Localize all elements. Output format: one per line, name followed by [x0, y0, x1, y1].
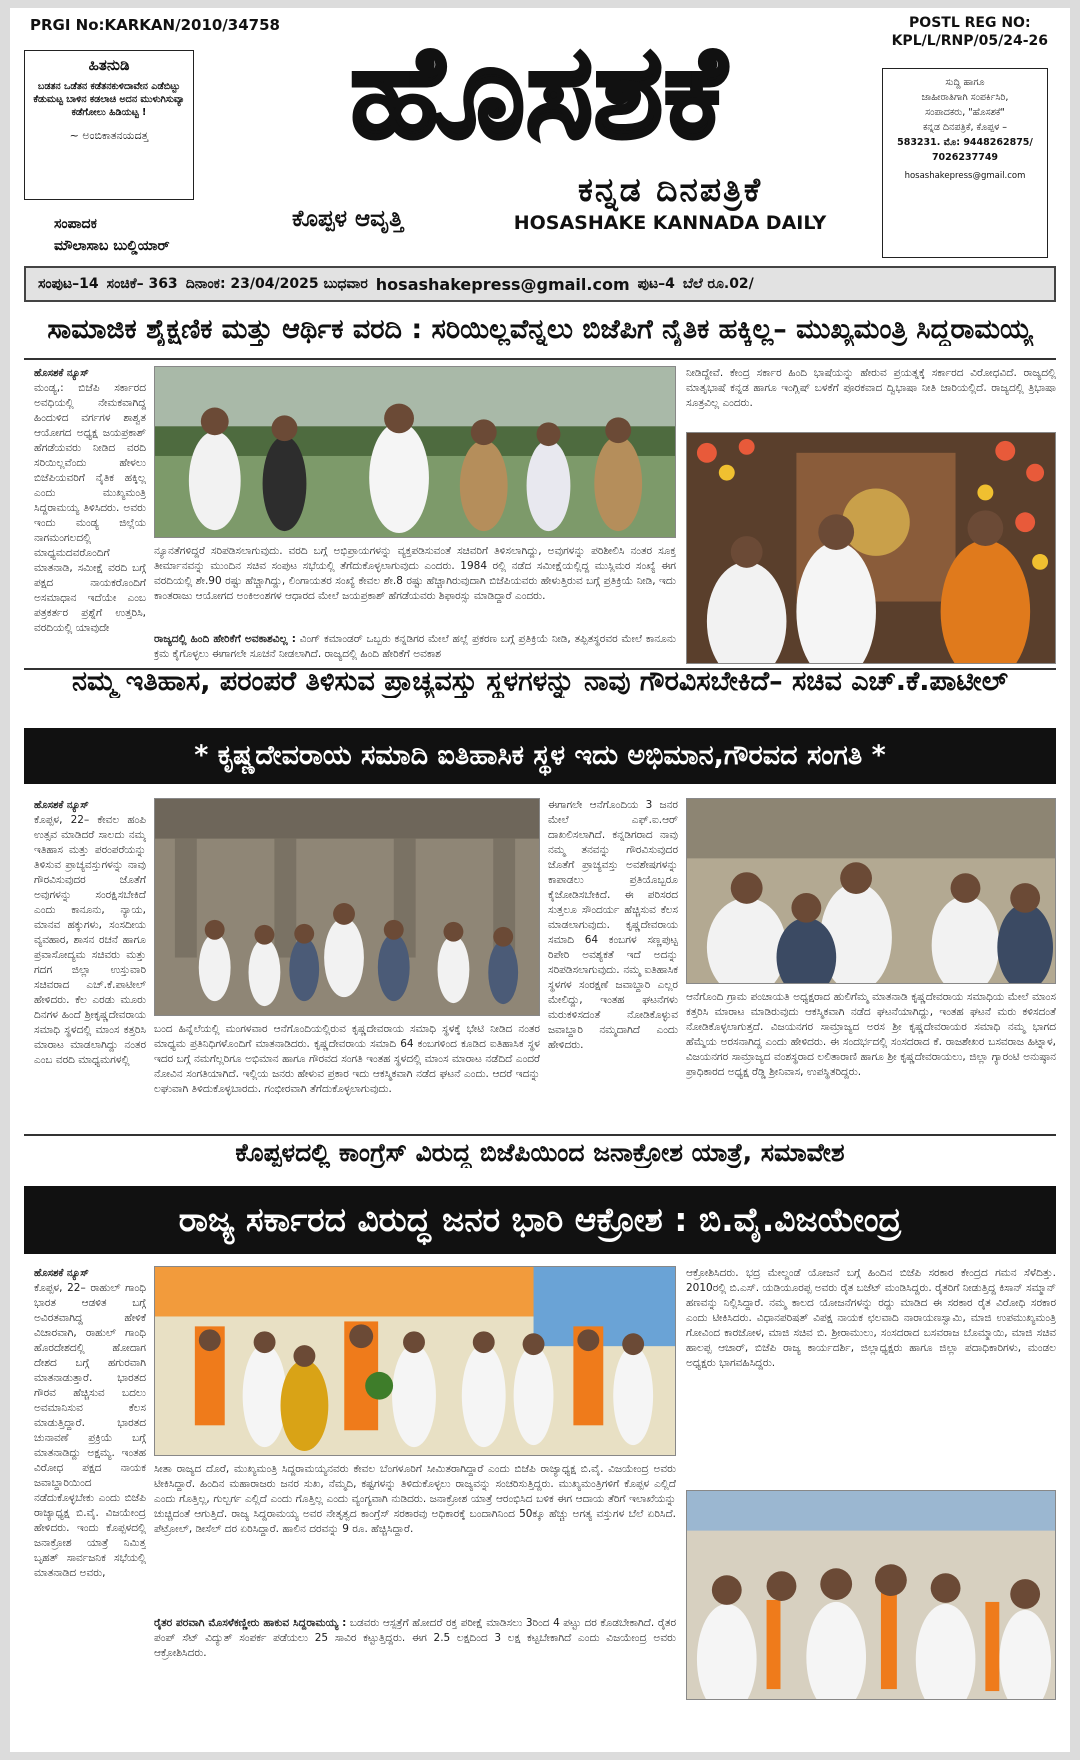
story2-photo-minister [686, 798, 1056, 984]
story1-photo-cm-arrival [154, 366, 676, 538]
prgi-number: PRGI No:KARKAN/2010/34758 [30, 16, 280, 34]
story1-byline: ಹೊಸಶಕೆ ನ್ಯೂಸ್ [34, 368, 89, 379]
story2-text-right: ಆನೆಗೊಂದಿ ಗ್ರಾಮ ಪಂಚಾಯತಿ ಅಧ್ಯಕ್ಷರಾದ ಹುಲಿಗೆಮ್ಮ ಮಾತನಾಡಿ ಕೃಷ್ಣದೇವರಾಯ ಸಮಾಧಿಯ ಮೇಲೆ ಮಾಂಸ ಕತ್ತರಿಸಿ ಮಾರಾಟ ಮಾಡಿರುವುದು ಆಕಸ್ಮಿಕವಾಗಿ ನಡೆದ ಘಟನೆಯಾಗಿದ್ದು, ಇಂತಹ ಘಟನೆ ಮರು ಕಳಿಸದಂತೆ ನೋಡಿಕೊಳ್ಳಲಾಗುತ್ತದೆ. ವಿಜಯನಗರ ಸಾಮ್ರಾಜ್ಯದ ಅರಸ ಶ್ರೀ ಕೃಷ್ಣದೇವರಾಯರ ಸಮಾಧಿ ನಮ್ಮ ಭಾಗದ ಹೆಮ್ಮೆಯ ಅರಸನಾಗಿದ್ದ ಎಂದು ಹೇಳಿದರು. ಈ ಸಂದರ್ಭದಲ್ಲಿ ಸಂಸದರಾದ ಕೆ. ರಾಜಶೇಖರ ಬಸವರಾಜ ಹಿಟ್ನಾಳ, ವಿಜಯನಗರ ಸಾಮ್ರಾಜ್ಯದ ವಂಶಸ್ಥರಾದ ಲಲಿತಾರಾಣಿ ಹಾಗೂ ಶ್ರೀ ಕೃಷ್ಣದೇವರಾಯಲು, ಜಿಲ್ಲಾ ಗ್ಯಾರಂಟಿ ಅನುಷ್ಠಾನ ಪ್ರಾಧಿಕಾರದ ಅಧ್ಯಕ್ಷ ರೆಡ್ಡಿ ಶ್ರೀನಿವಾಸ, ಉಪಸ್ಥಿತರಿದ್ದರು. [686, 991, 1056, 1078]
editor-label: ಸಂಪಾದಕ [54, 216, 97, 232]
newspaper-page [10, 8, 1070, 1752]
divider [24, 358, 1056, 360]
story1-photo-temple [686, 432, 1056, 664]
daily-english: HOSASHAKE KANNADA DAILY [513, 212, 827, 234]
daily-title [480, 170, 860, 234]
contact-phone: 583231. ಮೊ: 9448262875/ [897, 137, 1033, 148]
volume: ಸಂಪುಟ–14 [38, 276, 99, 292]
story3-text-1: ಕೊಪ್ಪಳ, 22– ರಾಹುಲ್ ಗಾಂಧಿ ಭಾರತ ಆಡಳಿತ ಬಗ್ಗೆ ಅವಿರತವಾಗಿದ್ದ ಹೇಳಿಕೆ ವಿಚಾರವಾಗಿ, ರಾಹುಲ್ ಗಾಂಧಿ ಹೊರದೇಶದಲ್ಲಿ ಹೋದಾಗ ದೇಶದ ಬಗ್ಗೆ ಹಗುರವಾಗಿ ಮಾತನಾಡುತ್ತಾರೆ. ಭಾರತದ ಗೌರವ ಹೆಚ್ಚಿಸುವ ಬದಲು ಅವಮಾನಿಸುವ ಕೆಲಸ ಮಾಡುತ್ತಿದ್ದಾರೆ. ಭಾರತದ ಚುನಾವಣೆ ಪ್ರಕ್ರಿಯೆ ಬಗ್ಗೆ ಮಾತನಾಡಿದ್ದು ಅಕ್ಷಮ್ಯ. ಇಂತಹ ವಿರೋಧ ಪಕ್ಷದ ನಾಯಕ ಜವಾಬ್ದಾರಿಯಿಂದ ನಡೆದುಕೊಳ್ಳಬೇಕು ಎಂದು ಬಿಜೆಪಿ ರಾಜ್ಯಾಧ್ಯಕ್ಷ ಬಿ.ವೈ. ವಿಜಯೇಂದ್ರ ಹೇಳಿದರು. ಇಂದು ಕೊಪ್ಪಳದಲ್ಲಿ ಜನಾಕ್ರೋಶ ಯಾತ್ರೆ ನಿಮಿತ್ತ ಬೃಹತ್ ಸಾರ್ವಜನಿಕ ಸಭೆಯಲ್ಲಿ ಮಾತನಾಡಿದ ಅವರು, [34, 1282, 146, 1579]
editor-name: ಮೌಲಾಸಾಬ ಬುಲ್ಡಿಯಾರ್ [54, 238, 170, 254]
story2-text-under-photo: ಬಂದ ಹಿನ್ನೆಲೆಯಲ್ಲಿ ಮಂಗಳವಾರ ಆನೆಗೊಂದಿಯಲ್ಲಿರುವ ಕೃಷ್ಣದೇವರಾಯ ಸಮಾಧಿ ಸ್ಥಳಕ್ಕೆ ಭೇಟಿ ನೀಡಿದ ನಂತರ ಮಾಧ್ಯಮ ಪ್ರತಿನಿಧಿಗಳೊಂದಿಗೆ ಮಾತನಾಡಿದರು. ಕೃಷ್ಣದೇವರಾಯ ಸಮಾದಿ 64 ಕಂಬಗಳಿಂದ ಕೂಡಿದ ಐತಿಹಾಸಿಕ ಸ್ಥಳ ಇದರ ಬಗ್ಗೆ ನಮಗೆಲ್ಲರಿಗೂ ಅಭಿಮಾನ ಹಾಗೂ ಗೌರವದ ಸಂಗತಿ ಇಂತಹ ಸ್ಥಳದಲ್ಲಿ ಮಾಂಸ ಮಾರಾಟ ನಡೆದಿದೆ ಎಂದರೆ ನೋವಿನ ಸಂಗತಿಯಾಗಿದೆ. ಇಲ್ಲಿಯ ಜನರು ಹೇಳುವ ಪ್ರಕಾರ ಇದು ಆಕಸ್ಮಿಕವಾಗಿ ನಡೆದ ಘಟನೆ ಎಂದು. ಆದರೆ ಇದನ್ನು ಲಘುವಾಗಿ ತಿಳಿದುಕೊಳ್ಳಬಾರದು. ಗಂಭೀರವಾಗಿ ತೆಗೆದುಕೊಳ್ಳಲಾಗುವುದು. [154, 1023, 540, 1095]
story3-right-text: ಆಕ್ರೋಶಿಸಿದರು. ಭದ್ರ ಮೇಲ್ದಂಡೆ ಯೋಜನೆ ಬಗ್ಗೆ ಹಿಂದಿನ ಬಿಜೆಪಿ ಸರಕಾರ ಕೇಂದ್ರದ ಗಮನ ಸೆಳೆದಿತ್ತು. 2010ರಲ್ಲಿ ಬಿ.ಎಸ್. ಯಡಿಯೂರಪ್ಪ ಅವರು ರೈತ ಬಜೆಟ್ ಮಂಡಿಸಿದ್ದರು. ರೈತರಿಗೆ ನೀಡುತ್ತಿದ್ದ ಕಿಸಾನ್ ಸಮ್ಮಾನ್ ಹಣವನ್ನು ನಿಲ್ಲಿಸಿದ್ದಾರೆ. ನಮ್ಮ ಕಾಲದ ಯೋಜನೆಗಳನ್ನು ರದ್ದು ಮಾಡಿದ ಈ ಸರಕಾರ ರೈತ ವಿರೋಧಿ ಸರಕಾರ ಎಂದು ಟೀಕಿಸಿದರು. ವಿಧಾನಪರಿಷತ್ ವಿಪಕ್ಷ ನಾಯಕ ಛಲವಾದಿ ನಾರಾಯಣಸ್ವಾಮಿ, ಮಾಜಿ ಉಪಮುಖ್ಯಮಂತ್ರಿ ಗೋವಿಂದ ಕಾರಜೋಳ, ಮಾಜಿ ಸಚಿವ ಬಿ. ಶ್ರೀರಾಮುಲು, ಸಂಸದರಾದ ಬಸವರಾಜ ಬೊಮ್ಮಾಯಿ, ಮಾಜಿ ಸಚಿವ ಹಾಲಪ್ಪ ಆಚಾರ್, ಬಿಜೆಪಿ ರಾಜ್ಯ ಕಾರ್ಯದರ್ಶಿ, ಜಿಲ್ಲಾಧ್ಯಕ್ಷರು ಹಾಗೂ ಜಿಲ್ಲಾ ಪದಾಧಿಕಾರಿಗಳು, ಮಂಡಲ ಅಧ್ಯಕ್ಷರು ಭಾಗವಹಿಸಿದ್ದರು. [686, 1267, 1056, 1369]
story1-headline: ಸಾಮಾಜಿಕ ಶೈಕ್ಷಣಿಕ ಮತ್ತು ಆರ್ಥಿಕ ವರದಿ : ಸರಿಯಿಲ್ಲವೆನ್ನಲು ಬಿಜೆಪಿಗೆ ನೈತಿಕ ಹಕ್ಕಿಲ್ಲ– ಮುಖ್ಯಮಂತ್ರಿ ಸಿದ್ದರಾಮಯ್ಯ [47, 314, 1033, 345]
story3-headline: ಕೊಪ್ಪಳದಲ್ಲಿ ಕಾಂಗ್ರೆಸ್ ವಿರುದ್ಧ ಬಿಜೆಪಿಯಿಂದ ಜನಾಕ್ರೋಶ ಯಾತ್ರೆ, ಸಮಾವೇಶ [235, 1138, 845, 1167]
story1-subsection [154, 632, 676, 662]
contact-box [882, 68, 1048, 258]
story2-subheadline: * ಕೃಷ್ಣದೇವರಾಯ ಸಮಾದಿ ಐತಿಹಾಸಿಕ ಸ್ಥಳ ಇದು ಅಭಿಮಾನ,ಗೌರವದ ಸಂಗತಿ * [24, 728, 1056, 784]
story1-text-1: ಮಂಡ್ಯ,: ಬಿಜೆಪಿ ಸರ್ಕಾರದ ಅವಧಿಯಲ್ಲಿ ನೇಮಕವಾಗಿದ್ದ ಹಿಂದುಳಿದ ವರ್ಗಗಳ ಶಾಶ್ವತ ಆಯೋಗದ ಅಧ್ಯಕ್ಷ ಜಯಪ್ರಕಾಶ್ ಹೆಗಡೆಯವರು ನೀಡಿದ ವರದಿ ಸರಿಯಿಲ್ಲವೆಂದು ಹೇಳಲು ಬಿಜೆಪಿಯವರಿಗೆ ನೈತಿಕ ಹಕ್ಕಿಲ್ಲ ಎಂದು ಮುಖ್ಯಮಂತ್ರಿ ಸಿದ್ದರಾಮಯ್ಯ ತಿಳಿಸಿದರು. ಅವರು ಇಂದು ಮಂಡ್ಯ ಜಿಲ್ಲೆಯ ನಾಗಮಂಗಲದಲ್ಲಿ ಮಾಧ್ಯಮದವರೊಂದಿಗೆ ಮಾತನಾಡಿ, ಸಮೀಕ್ಷೆ ವರದಿ ಬಗ್ಗೆ ಪಕ್ಷದ ನಾಯಕರೊಂದಿಗೆ ಅಸಮಾಧಾನ ಇದೆಯೇ ಎಂಬ ಪತ್ರಕರ್ತರ ಪ್ರಶ್ನೆಗೆ ಉತ್ತರಿಸಿ, ವರದಿಯಲ್ಲಿ ಯಾವುದೇ [34, 382, 146, 634]
story3-photo-rally-stage [154, 1266, 676, 1456]
hitanudi-title: ಹಿತನುಡಿ [88, 56, 130, 74]
contact-line: ಕನ್ನಡ ದಿನಪತ್ರಿಕೆ, ಕೊಪ್ಪಳ – [922, 122, 1007, 133]
story1-subhead: ರಾಜ್ಯದಲ್ಲಿ ಹಿಂದಿ ಹೇರಿಕೆಗೆ ಅವಕಾಶವಿಲ್ಲ : [154, 633, 296, 645]
story2-byline: ಹೊಸಶಕೆ ನ್ಯೂಸ್ [34, 800, 89, 811]
story3-subhead: ರೈತರ ಪರವಾಗಿ ಮೊಸಳೆಕಣ್ಣೀರು ಹಾಕುವ ಸಿದ್ದರಾಮಯ್ಯ : [154, 1617, 347, 1629]
story3-photo-leaders [686, 1490, 1056, 1700]
hitanudi-box [24, 50, 194, 200]
story1-text-under-photo: ನ್ಯೂನತೆಗಳಿದ್ದರೆ ಸರಿಪಡಿಸಲಾಗುವುದು. ವರದಿ ಬಗ್ಗೆ ಅಭಿಪ್ರಾಯಗಳನ್ನು ವ್ಯಕ್ತಪಡಿಸುವಂತೆ ಸಚಿವರಿಗೆ ತಿಳಿಸಲಾಗಿದ್ದು, ಅವುಗಳನ್ನು ಪರಿಶೀಲಿಸಿ ನಂತರ ಸೂಕ್ತ ತೀರ್ಮಾನವನ್ನು ಮುಂದಿನ ಸಚಿವ ಸಂಪುಟ ಸಭೆಯಲ್ಲಿ ತೆಗೆದುಕೊಳ್ಳಲಾಗುವುದು ಎಂದರು. 1984 ರಲ್ಲಿ ನಡೆದ ಸಮೀಕ್ಷೆಯಲ್ಲಿದ್ದ ಮುಸ್ಲಿಮರ ಸಂಖ್ಯೆ ಈಗ ವರದಿಯಲ್ಲಿ ಶೇ.90 ರಷ್ಟು ಹೆಚ್ಚಾಗಿದ್ದು, ಲಿಂಗಾಯತರ ಸಂಖ್ಯೆ ಕೇವಲ ಶೇ.8 ರಷ್ಟು ಹೆಚ್ಚಾಗಿರುವುದಾಗಿ ಬಿಜೆಪಿಯವರು ಹೇಳುತ್ತಿರುವ ಬಗ್ಗೆ ಪ್ರತಿಕ್ರಿಯೆ ನೀಡಿ, ಇದು ಕಾಂತರಾಜು ಆಯೋಗದ ಅಂಕಿಅಂಶಗಳ ಆಧಾರದ ಮೇಲೆ ಜಯಪ್ರಕಾಶ್ ಹೆಗಡೆಯವರು ಶಿಫಾರಸ್ಸು ಮಾಡಿದ್ದಾರೆ ಎಂದರು. [154, 545, 676, 602]
story2-column-3: ಈಗಾಗಲೇ ಆನೆಗೊಂದಿಯ 3 ಜನರ ಮೇಲೆ ಎಫ್.ಐ.ಆರ್ ದಾಖಲಿಸಲಾಗಿದೆ. ಕನ್ನಡಿಗರಾದ ನಾವು ನಮ್ಮ ತನವನ್ನು ಗೌರವಿಸುವುದರ ಜೊತೆಗೆ ಪ್ರಾಚ್ಯವಸ್ತು ಅವಶೇಷಗಳನ್ನು ಕಾಪಾಡಲು ಪ್ರತಿಯೊಬ್ಬರೂ ಕೈಜೋಡಿಸಬೇಕಿದೆ. ಈ ಪರಿಸರದ ಸುತ್ತಲೂ ಸೌಂದರ್ಯ ಹೆಚ್ಚಿಸುವ ಕೆಲಸ ಮಾಡಲಾಗುವುದು. ಕೃಷ್ಣದೇವರಾಯ ಸಮಾದಿ 64 ಕಂಬಗಳ ಸಣ್ಣಪುಟ್ಟ ರಿಪೇರಿ ಅವಶ್ಯಕತೆ ಇದೆ ಅದನ್ನು ಸರಿಪಡಿಸಲಾಗುವುದು. ನಮ್ಮ ಐತಿಹಾಸಿಕ ಸ್ಥಳಗಳ ಸಂರಕ್ಷಣೆ ಜವಾಬ್ದಾರಿ ಎಲ್ಲರ ಮೇಲಿದ್ದು, ಇಂತಹ ಘಟನೆಗಳು ಮರುಕಳಿಸದಂತೆ ನೋಡಿಕೊಳ್ಳುವ ಜವಾಬ್ದಾರಿ ನಮ್ಮದಾಗಿದೆ ಎಂದು ಹೇಳಿದರು. [548, 799, 678, 1051]
price: ಬೆಲೆ ರೂ.02/ [682, 276, 754, 292]
story2-photo-samadhi [154, 798, 540, 1016]
logo-text: ಹೊಸಶಕೆ [349, 18, 727, 156]
issue: ಸಂಚಿಕೆ– 363 [106, 276, 178, 292]
hitanudi-quote: ಬಡತನ ಒಡೆತನ ಕಡೆತನಕುಳಿದಾವೇನ ಎಡೆಬಿಟ್ಟು ಕೆಡುಮಟ್ಟ ಬಾಳಿನ ಕಡಲಾಚಿ ಅದನ ಮುಳುಗಿಸುವ್ಯಾ ಕಡೆಗೋಲು ಹಿಡಿಯಟ್ಟ ! [33, 81, 185, 118]
contact-line: ಜಾಹೀರಾತಿಗಾಗಿ ಸಂಪರ್ಕಿಸಿರಿ, [921, 92, 1009, 103]
editor-block [54, 213, 170, 257]
page-count: ಪುಟ–4 [637, 276, 675, 292]
story2-column-1 [34, 798, 146, 1128]
postal-reg-label: POSTL REG NO: [909, 15, 1031, 31]
edition-label: ಕೊಪ್ಪಳ ಆವೃತ್ತಿ [292, 206, 404, 232]
story1-subtext: ವಿಂಗ್ ಕಮಾಂಡರ್ ಒಬ್ಬರು ಕನ್ನಡಿಗರ ಮೇಲೆ ಹಲ್ಲೆ ಪ್ರಕರಣ ಬಗ್ಗೆ ಪ್ರತಿಕ್ರಿಯೆ ನೀಡಿ, ತಪ್ಪಿತಸ್ಥರವರ ಮೇಲೆ ಕಾನೂನು ಕ್ರಮ ಕೈಗೊಳ್ಳಲು ಈಗಾಗಲೇ ಸೂಚನೆ ನೀಡಲಾಗಿದೆ. ರಾಜ್ಯದಲ್ಲಿ ಹಿಂದಿ ಹೇರಿಕೆಗೆ ಅವಕಾಶ [154, 633, 676, 660]
story3-byline: ಹೊಸಶಕೆ ನ್ಯೂಸ್ [34, 1268, 89, 1279]
story3-subheadline: ರಾಜ್ಯ ಸರ್ಕಾರದ ವಿರುದ್ಧ ಜನರ ಭಾರಿ ಆಕ್ರೋಶ : ಬಿ.ವೈ.ವಿಜಯೇಂದ್ರ [24, 1186, 1056, 1254]
postal-reg [892, 14, 1048, 50]
contact-line: ಸಂಪಾದಕರು, "ಹೊಸಶಕೆ" [925, 107, 1005, 118]
story3-text-under-photo: ಸೀತಾ ರಾಜ್ಯದ ದೊರೆ, ಮುಖ್ಯಮಂತ್ರಿ ಸಿದ್ದರಾಮಯ್ಯನವರು ಕೇವಲ ಬೆಂಗಳೂರಿಗೆ ಸೀಮಿತರಾಗಿದ್ದಾರೆ ಎಂದು ಬಿಜೆಪಿ ರಾಜ್ಯಾಧ್ಯಕ್ಷ ಬಿ.ವೈ. ವಿಜಯೇಂದ್ರ ಅವರು ಟೀಕಿಸಿದ್ದಾರೆ. ಹಿಂದಿನ ಮಹಾರಾಜರು ಜನರ ಸುಖ, ನೆಮ್ಮದಿ, ಕಷ್ಟಗಳನ್ನು ತಿಳಿದುಕೊಳ್ಳಲು ರಾಜ್ಯವನ್ನು ಸಂಚರಿಸುತ್ತಿದ್ದರು. ಮುಖ್ಯಮಂತ್ರಿಗಳಿಗೆ ಕೊಪ್ಪಳ ಎಲ್ಲಿದೆ ಎಂದು ಗೊತ್ತಿಲ್ಲ, ಗುಲ್ಬರ್ಗ ಎಲ್ಲಿದೆ ಎಂದು ಗೊತ್ತಿಲ್ಲ ಎಂದು ವ್ಯಂಗ್ಯವಾಗಿ ನುಡಿದರು. ಜನಾಕ್ರೋಶ ಯಾತ್ರೆ ಆರಂಭಿಸಿದ ಬಳಿಕ ಈಗ ಆದಾಯ ತೆರಿಗೆ ಇಲಾಖೆಯನ್ನು ಚುಚ್ಚಿದಂತೆ ಆಗುತ್ತಿದೆ. ರಾಜ್ಯ ಸಿದ್ದರಾಮಯ್ಯ ಅವರ ನೇತೃತ್ವದ ಕಾಂಗ್ರೆಸ್ ಸರಕಾರವು ಅಧಿಕಾರಕ್ಕೆ ಬಂದಾಗಿನಿಂದ 50ಕ್ಕೂ ಹೆಚ್ಚು ಅಗತ್ಯ ವಸ್ತುಗಳ ಬೆಲೆ ಏರಿಸಿದೆ. ಪೆಟ್ರೋಲ್, ಡೀಸೆಲ್ ದರ ಏರಿಸಿದ್ದಾರೆ. ಹಾಲಿನ ದರವನ್ನು 9 ರೂ. ಹೆಚ್ಚಿಸಿದ್ದಾರೆ. [154, 1463, 676, 1535]
story1-column-1 [34, 366, 146, 666]
contact-email: hosashakepress@gmail.com [904, 171, 1026, 181]
story2-text-1: ಕೊಪ್ಪಳ, 22– ಕೇವಲ ಹಂಪಿ ಉತ್ಸವ ಮಾಡಿದರೆ ಸಾಲದು ನಮ್ಮ ಇತಿಹಾಸ ಮತ್ತು ಪರಂಪರೆಯನ್ನು ತಿಳಿಸುವ ಪ್ರಾಚ್ಯವಸ್ತುಗಳನ್ನು ನಾವು ಗೌರವಿಸುವುದರ ಜೊತೆಗೆ ಅವುಗಳನ್ನು ಸಂರಕ್ಷಿಸಬೇಕಿದೆ ಎಂದು ಕಾನೂನು, ನ್ಯಾಯ, ಮಾನವ ಹಕ್ಕುಗಳು, ಸಂಸದೀಯ ವ್ಯವಹಾರ, ಶಾಸನ ರಚನೆ ಹಾಗೂ ಪ್ರವಾಸೋದ್ಯಮ ಸಚಿವರು ಮತ್ತು ಗದಗ ಜಿಲ್ಲಾ ಉಸ್ತುವಾರಿ ಸಚಿವರಾದ ಎಚ್.ಕೆ.ಪಾಟೀಲ್ ಹೇಳಿದರು. ಕೆಲ ಎರಡು ಮೂರು ದಿನಗಳ ಹಿಂದೆ ಶ್ರೀಕೃಷ್ಣದೇವರಾಯ ಸಮಾಧಿ ಸ್ಥಳದಲ್ಲಿ ಮಾಂಸ ಕತ್ತರಿಸಿ ಮಾರಾಟ ಮಾಡಲಾಗಿದ್ದು ನಂತರ ಎಂಬ ವರದಿ ಮಾಧ್ಯಮಗಳಲ್ಲಿ [34, 814, 146, 1066]
contact-phone-2: 7026237749 [931, 152, 999, 163]
story2-headline: ನಮ್ಮ ಇತಿಹಾಸ, ಪರಂಪರೆ ತಿಳಿಸುವ ಪ್ರಾಚ್ಯವಸ್ತು ಸ್ಥಳಗಳನ್ನು ನಾವು ಗೌರವಿಸಬೇಕಿದೆ– ಸಚಿವ ಎಚ್.ಕೆ.ಪಾಟೀಲ್ [72, 666, 1008, 697]
daily-kannada: ಕನ್ನಡ ದಿನಪತ್ರಿಕೆ [577, 170, 763, 209]
newspaper-logo [218, 18, 858, 156]
story3-column-1 [34, 1266, 146, 1706]
divider [24, 1134, 1056, 1136]
postal-reg-number: KPL/L/RNP/05/24-26 [891, 33, 1048, 49]
story1-right-text: ನೀಡಿದ್ದೇವೆ. ಕೇಂದ್ರ ಸರ್ಕಾರ ಹಿಂದಿ ಭಾಷೆಯನ್ನು ಹೇರುವ ಪ್ರಯತ್ನಕ್ಕೆ ಸರ್ಕಾರದ ವಿರೋಧವಿದೆ. ರಾಜ್ಯದಲ್ಲಿ ಮಾತೃಭಾಷೆ ಕನ್ನಡ ಹಾಗೂ ಇಂಗ್ಲಿಷ್ ಬಳಕೆಗೆ ಪೂರಕವಾದ ದ್ವಿಭಾಷಾ ನೀತಿ ಜಾರಿಯಲ್ಲಿದೆ. ರಾಜ್ಯದಲ್ಲಿ ತ್ರಿಭಾಷಾ ಸೂತ್ರವಿಲ್ಲ ಎಂದರು. [686, 367, 1056, 409]
issue-date: ದಿನಾಂಕ: 23/04/2025 ಬುಧವಾರ [185, 276, 368, 292]
hitanudi-author: ~ ಅಂಬಿಕಾತನಯದತ್ತ [69, 129, 149, 142]
story3-subtext: ಬಡವರು ಆಸ್ಪತ್ರೆಗೆ ಹೋದರೆ ರಕ್ತ ಪರೀಕ್ಷೆ ಮಾಡಿಸಲು 3ರಿಂದ 4 ಪಟ್ಟು ದರ ಕೊಡಬೇಕಾಗಿದೆ. ರೈತರ ಪಂಪ್ ಸೆಟ್ ವಿದ್ಯುತ್ ಸಂಪರ್ಕ ಪಡೆಯಲು 25 ಸಾವಿರ ಕಟ್ಟುತ್ತಿದ್ದರು. ಈಗ 2.5 ಲಕ್ಷದಿಂದ 3 ಲಕ್ಷ ಕಟ್ಟಬೇಕಾಗಿದೆ ಎಂದು ವಿಜಯೇಂದ್ರ ಅವರು ಆಕ್ರೋಶಿಸಿದರು. [154, 1617, 676, 1659]
dateline-email: hosashakepress@gmail.com [375, 274, 630, 294]
story3-subsection [154, 1616, 676, 1690]
dateline-bar [24, 266, 1056, 302]
contact-line: ಸುದ್ದಿ ಹಾಗೂ [945, 77, 985, 88]
